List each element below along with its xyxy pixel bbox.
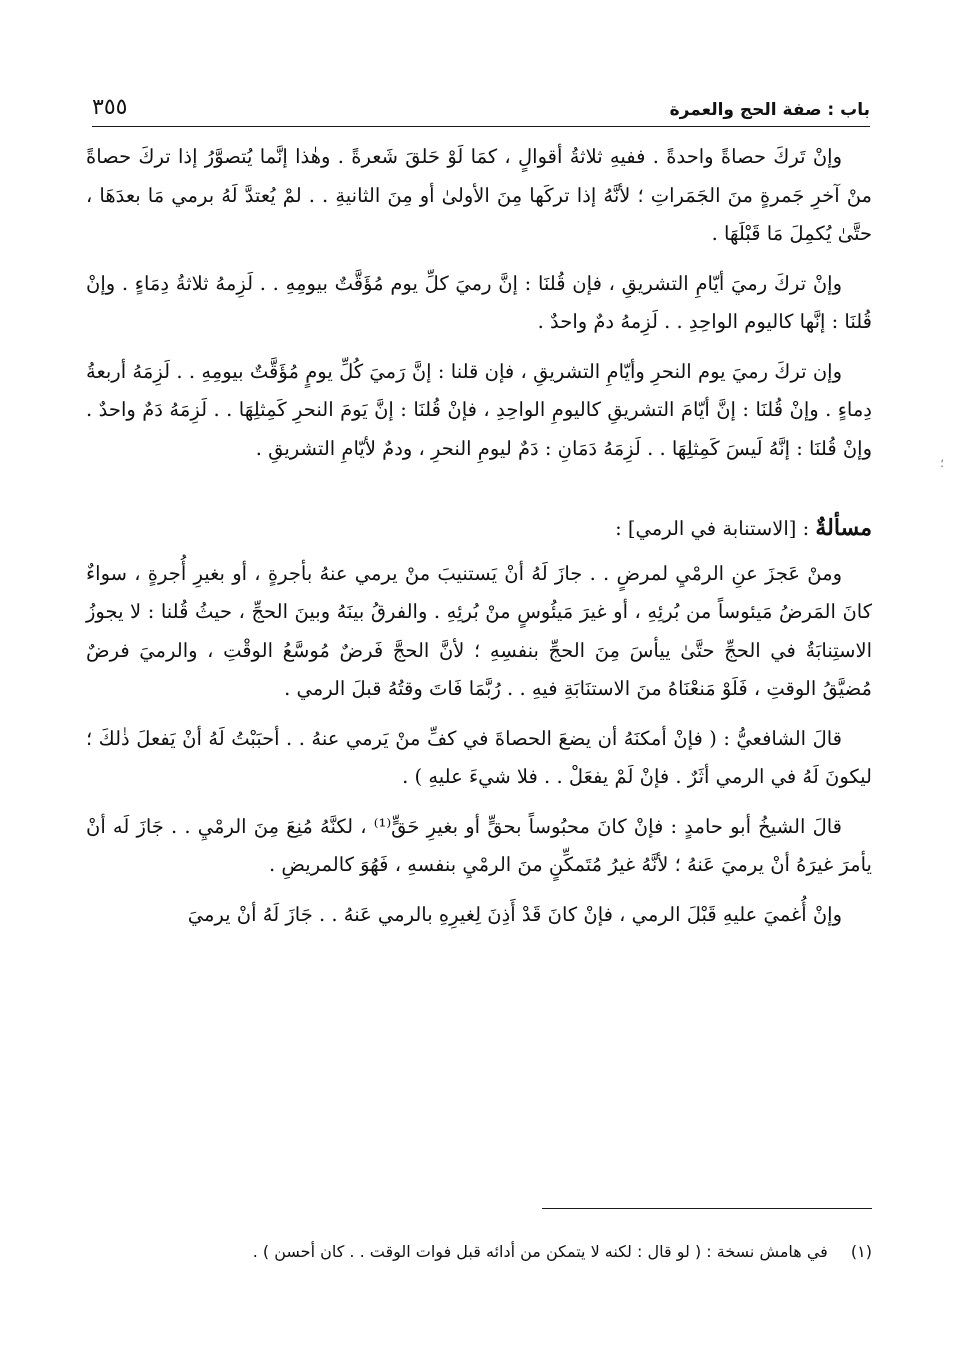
paragraph-4: ومنْ عَجزَ عنِ الرمْيِ لمرضٍ . . جازَ لَهُ أنْ يَستنيبَ منْ يرمي عنهُ بأجرةٍ ، أو بغيرِ أُجرةٍ ، سواءٌ كانَ المَرضُ مَيئوساً من بُرئِهِ ، أو غيرَ مَيئُوسٍ منْ بُرئِهِ . والفرقُ بينَهُ وبينَ الحجِّ ، حيثُ قُلنا : لا يجوزُ الاستِنابَةُ في الحجِّ حتَّىٰ ييأسَ مِنَ الحجِّ بنفسِهِ ؛ لأنَّ الحجَّ فَرضٌ مُوسَّعُ الوقْتِ ، والرميَ فرضٌ مُضيَّقُ الوقتِ ، فَلَوْ مَنعْنَاهُ منَ الاستنَابَةِ فيهِ . . رُبَّمَا فَاتَ وقتُهُ قبلَ الرمي . — [86, 561, 872, 700]
section-gap — [86, 479, 872, 509]
margin-mark: ؛ — [940, 456, 944, 470]
paragraph-3: وإن تركَ رميَ يوم النحرِ وأيّامِ التشريقِ ، فإن قلنا : إنَّ رَميَ كُلِّ يومٍ مُؤَقَّتٌ بيومِهِ . . لَزِمَهُ أربعةُ دِماءٍ . وإنْ قُلنَا : إنَّ أيّامَ التشريقِ كاليومِ الواحِدِ ، فإنْ قُلنَا : إنَّ يَومَ النحرِ كَمِثلِهَا . . لَزِمَهُ دَمٌ واحدٌ . وإنْ قُلنَا : إنَّهُ لَيسَ كَمِثلِهَا . . لَزِمَهُ دَمَانِ : دَمٌ ليومِ النحرِ ، ودمٌ لأيّامِ التشريقِ . — [86, 359, 872, 460]
masala-heading — [86, 509, 872, 549]
footnote-text: في هامش نسخة : ( لو قال : لكنه لا يتمكن من أدائه قبل فوات الوقت . . كان أحسن ) . — [252, 1242, 828, 1261]
chapter-title: باب : صفة الحج والعمرة — [669, 100, 870, 120]
masala-title: : [الاستنابة في الرمي] : — [615, 517, 810, 540]
paragraph-5: قالَ الشافعيُّ : ( فإنْ أمكنَهُ أن يضعَ الحصاةَ في كفِّ منْ يَرمي عنهُ . . أحبَبْتُ لَهُ أنْ يَفعلَ ذٰلكَ ؛ ليكونَ لَهُ في الرمي أثَرٌ . فإنْ لَمْ يفعَلْ . . فلا شيءَ عليهِ ) . — [86, 726, 872, 788]
paragraph-2: وإنْ تركَ رميَ أيّامِ التشريقِ ، فإن قُلنَا : إنَّ رميَ كلِّ يوم مُؤَقَّتٌ بيومِهِ . . لَزِمهُ ثلاثةُ دِمَاءٍ . وإنْ قُلنَا : إنَّها كاليوم الواحِدِ . . لَزِمهُ دمٌ واحدٌ . — [86, 271, 872, 333]
main-text — [86, 138, 872, 945]
running-header — [92, 84, 870, 127]
footnote-divider — [542, 1208, 872, 1209]
footnote — [86, 1238, 872, 1266]
paragraph-6: قالَ الشيخُ أبو حامدٍ : فإنْ كانَ محبُوساً بحقٍّ أو بغيرِ حَقٍّ⁽¹⁾ ، لكنَّهُ مُنِعَ مِنَ الرمْيِ . . جَازَ لَه أنْ يأمرَ غيرَهُ أنْ يرميَ عَنهُ ؛ لأنَّهُ غيرُ مُتَمكِّنٍ منَ الرمْيِ بنفسهِ ، فَهُوَ كالمريضِ . — [86, 814, 872, 876]
masala-label: مسألةٌ — [815, 515, 872, 541]
page-number: ٣٥٥ — [92, 95, 128, 120]
footnote-number: (١) — [850, 1242, 872, 1261]
paragraph-7: وإنْ أُغميَ عليهِ قَبْلَ الرمي ، فإنْ كانَ قَدْ أَذِنَ لِغيرِهِ بالرمي عَنهُ . . جَازَ لَهُ أنْ يرميَ — [187, 902, 842, 926]
paragraph-1: وإنْ تَركَ حصاةً واحدةً . ففيهِ ثلاثةُ أقوالٍ ، كمَا لَوْ حَلقَ شَعرةً . وهٰذا إنَّما يُتصوَّرُ إذا تركَ حصاةً منْ آخرِ جَمرةٍ منَ الجَمَراتِ ؛ لأنَّهُ إذا تركَها مِنَ الأولىٰ أو مِنَ الثانيةِ . . لمْ يُعتدَّ لَهُ برمي مَا بعدَهَا ، حتَّىٰ يُكمِلَ مَا قَبْلَهَا . — [86, 145, 872, 245]
